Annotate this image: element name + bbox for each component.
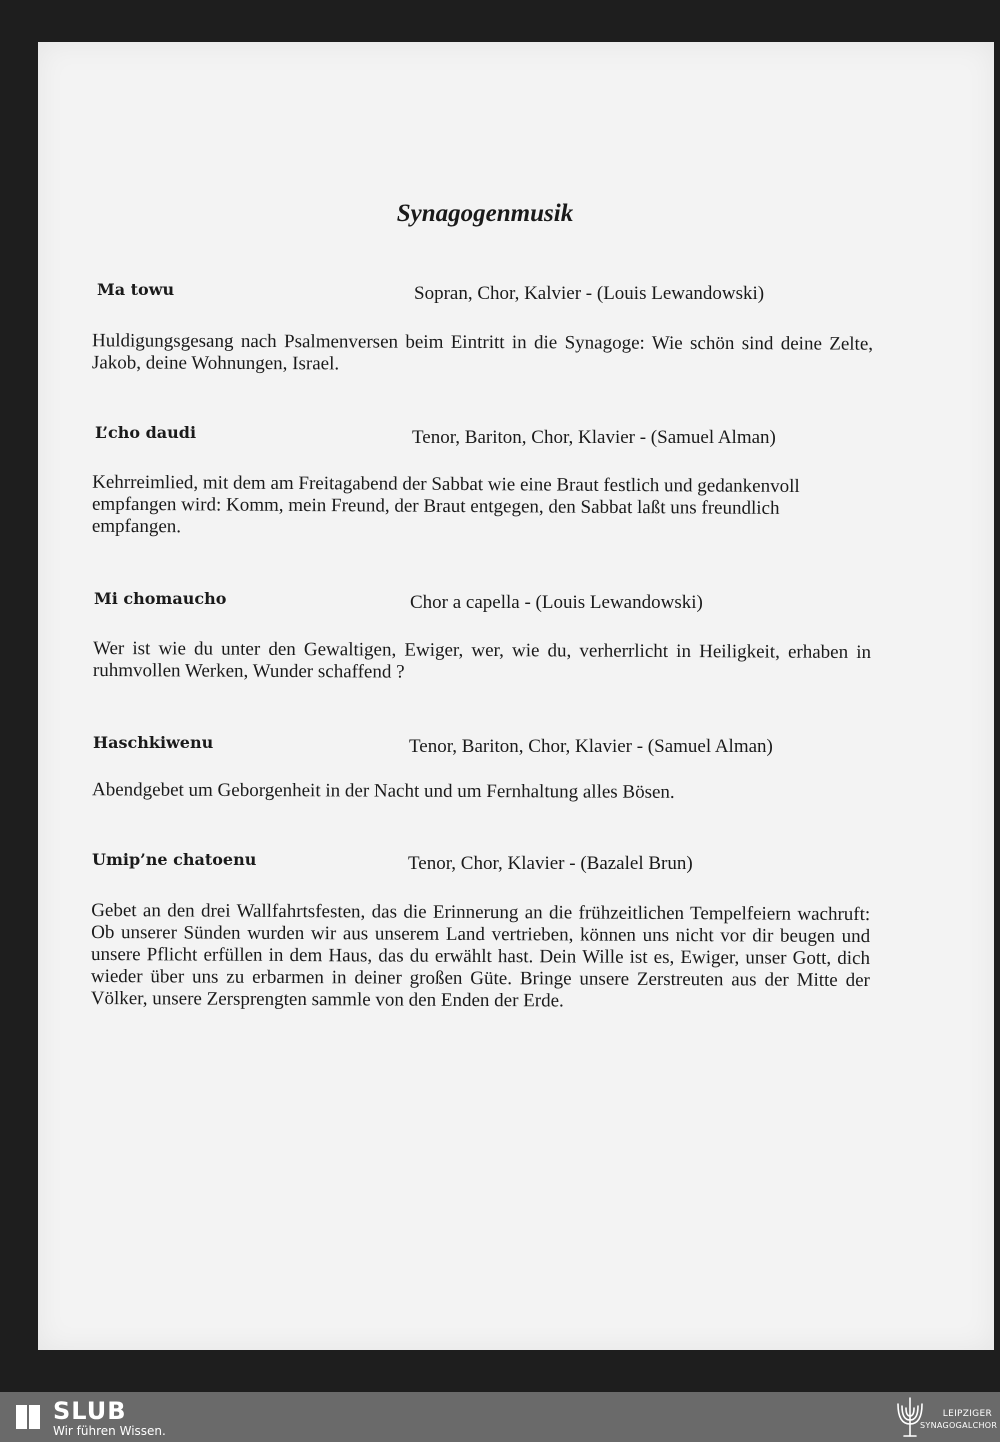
entry-header (0, 423, 1000, 453)
slub-tagline: Wir führen Wissen. (53, 1424, 166, 1438)
entry-name: Ma towu (97, 280, 175, 299)
entry-description: Abendgebet um Geborgenheit in der Nacht und um Fernhaltung alles Bösen. (91, 779, 675, 803)
entry-name: Haschkiwenu (93, 733, 214, 752)
entry-header (0, 280, 1000, 310)
footer-bar (0, 1392, 1000, 1442)
entry-name: Mi chomaucho (94, 589, 227, 608)
document-page (38, 42, 994, 1350)
entry-name: Umip’ne chatoenu (92, 850, 257, 869)
entry-description: Gebet an den drei Wallfahrtsfesten, das die Erinnerung an die frühzeitlichen Tempelfeiern wachruft: Ob unserer Sünden wurden wir aus unserem Land vertrieben, können uns nicht vor dir beugen und unsere Pflicht erfüllen in dem Haus, das du erwählt hast. Dein Wille ist es, Ewiger, unser Gott, dich wieder über uns zu erbarmen in deiner großen Güte. Bringe unsere Zerstreuten aus der Mitte der Völker, unsere Zersprengten sammle von den Enden der Erde. (90, 899, 871, 1012)
entry-performers: Chor a capella - (Louis Lewandowski) (410, 592, 703, 613)
entry-performers: Tenor, Bariton, Chor, Klavier - (Samuel Alman) (409, 736, 773, 757)
entry-performers: Sopran, Chor, Kalvier - (Louis Lewandowski) (414, 283, 765, 304)
slub-logo-text: SLUB (53, 1397, 127, 1425)
entry-description: Kehrreimlied, mit dem am Freitagabend der Sabbat wie eine Braut festlich und gedankenvoll empfangen wird: Komm, mein Freund, der Braut entgegen, den Sabbat laßt uns freundlich empfangen. (91, 471, 800, 538)
entry-description: Wer ist wie du unter den Gewaltigen, Ewiger, wer, wie du, verherrlicht in Heiligkeit, erhaben in ruhmvollen Werken, Wunder schaffend ? (92, 637, 872, 683)
entry-name: L’cho daudi (95, 423, 197, 442)
document-title: Synagogenmusik (396, 200, 574, 227)
entry-header (0, 850, 1000, 880)
book-icon (14, 1402, 44, 1432)
choir-line-2: SYNAGOGALCHOR (920, 1421, 998, 1430)
choir-line-1: LEIPZIGER (942, 1409, 992, 1419)
entry-performers: Tenor, Bariton, Chor, Klavier - (Samuel Alman) (412, 427, 776, 448)
entry-header (0, 589, 1000, 619)
entry-description: Huldigungsgesang nach Psalmenversen beim Eintritt in die Synagoge: Wie schön sind deine Zelte, Jakob, deine Wohnungen, Israel. (91, 330, 874, 375)
entry-performers: Tenor, Chor, Klavier - (Bazalel Brun) (408, 853, 693, 874)
choir-logo-text (920, 1408, 998, 1432)
entry-header (0, 733, 1000, 763)
